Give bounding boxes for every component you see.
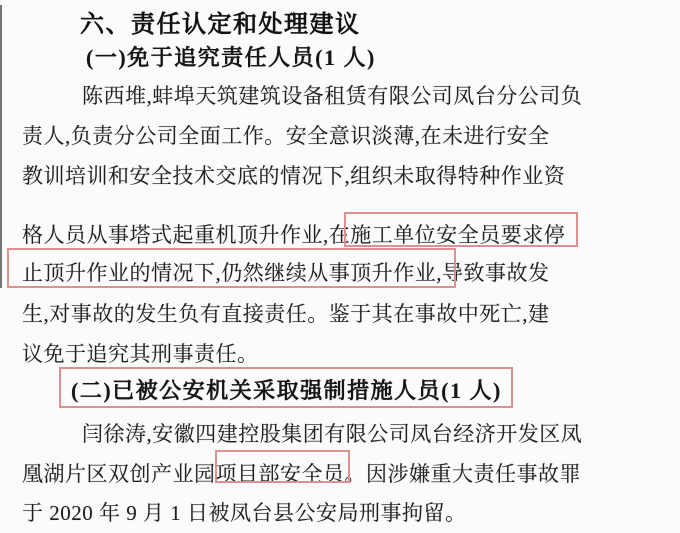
highlight-box-subsection-2 xyxy=(59,367,513,408)
paragraph-1-line: 教训培训和安全技术交底的情况下,组织未取得特种作业资 xyxy=(22,164,566,188)
subsection-1-title: (一)免于追究责任人员(1 人) xyxy=(86,45,376,70)
paragraph-1-line: 议免于追究其刑事责任。 xyxy=(22,342,259,366)
paragraph-1-line: 生,对事故的发生负有直接责任。鉴于其在事故中死亡,建 xyxy=(22,302,550,326)
subsection-2-title: (二)已被公安机关采取强制措施人员(1 人) xyxy=(71,378,502,403)
section-title: 六、责任认定和处理建议 xyxy=(80,11,361,38)
scan-edge-artifact xyxy=(0,5,2,288)
paragraph-1-line: 责人,负责分公司全面工作。安全意识淡薄,在未进行安全 xyxy=(22,124,550,148)
highlight-box-stop-request-part1 xyxy=(344,212,578,247)
paragraph-2-line: 闫徐涛,安徽四建控股集团有限公司凤台经济开发区凤 xyxy=(82,422,583,446)
paragraph-1-line: 格人员从事塔式起重机顶升作业,在施工单位安全员要求停 xyxy=(22,223,566,247)
highlight-box-stop-request-part2 xyxy=(7,248,456,288)
paragraph-1-line: 止顶升作业的情况下,仍然继续从事顶升作业,导致事故发 xyxy=(22,261,550,285)
paragraph-1-line: 陈西堆,蚌埠天筑建筑设备租赁有限公司凤台分公司负 xyxy=(82,84,583,108)
paragraph-2-line: 于 2020 年 9 月 1 日被凤台县公安局刑事拘留。 xyxy=(22,501,467,525)
highlight-box-safety-officer xyxy=(215,450,350,483)
paragraph-2-line: 凰湖片区双创产业园项目部安全员。因涉嫌重大责任事故罪 xyxy=(22,462,581,486)
